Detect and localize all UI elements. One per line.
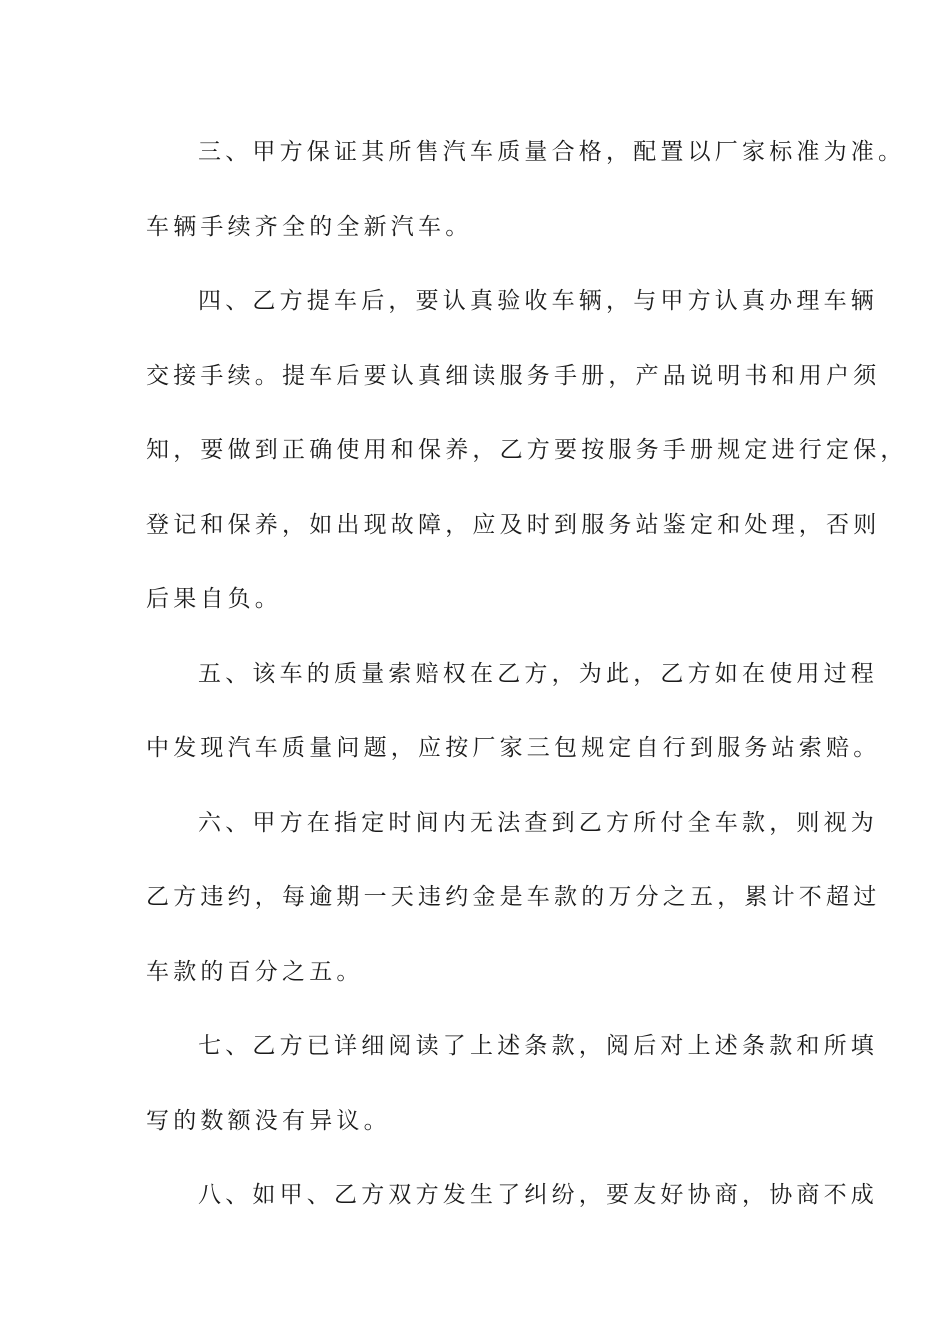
clause-3-line-2: 车辆手续齐全的全新汽车。 [146,213,473,240]
clause-7-line-1: 七、乙方已详细阅读了上述条款，阅后对上述条款和所填 [198,1033,878,1059]
clause-3-line-1: 三、甲方保证其所售汽车质量合格，配置以厂家标准为准。 [198,139,906,165]
clause-8-line-1: 八、如甲、乙方双方发生了纠纷，要友好协商，协商不成 [198,1182,878,1208]
clause-7-line-2: 写的数额没有异议。 [146,1107,391,1134]
clause-6-line-1: 六、甲方在指定时间内无法查到乙方所付全车款，则视为 [198,809,878,836]
clause-4-line-4: 登记和保养，如出现故障，应及时到服务站鉴定和处理，否则 [146,511,881,538]
clause-4-line-2: 交接手续。提车后要认真细读服务手册，产品说明书和用户须 [146,362,881,389]
clause-4-line-3: 知，要做到正确使用和保养，乙方要按服务手册规定进行定保， [146,437,908,463]
clause-6-line-3: 车款的百分之五。 [146,958,364,985]
clause-4-line-1: 四、乙方提车后，要认真验收车辆，与甲方认真办理车辆 [198,288,878,314]
clause-5-line-1: 五、该车的质量索赔权在乙方，为此，乙方如在使用过程 [198,660,878,687]
contract-text [146,128,908,1246]
clause-4-line-5: 后果自负。 [146,586,282,612]
clause-6-line-2: 乙方违约，每逾期一天违约金是车款的万分之五，累计不超过 [146,884,881,910]
clause-5-line-2: 中发现汽车质量问题，应按厂家三包规定自行到服务站索赔。 [146,735,881,761]
